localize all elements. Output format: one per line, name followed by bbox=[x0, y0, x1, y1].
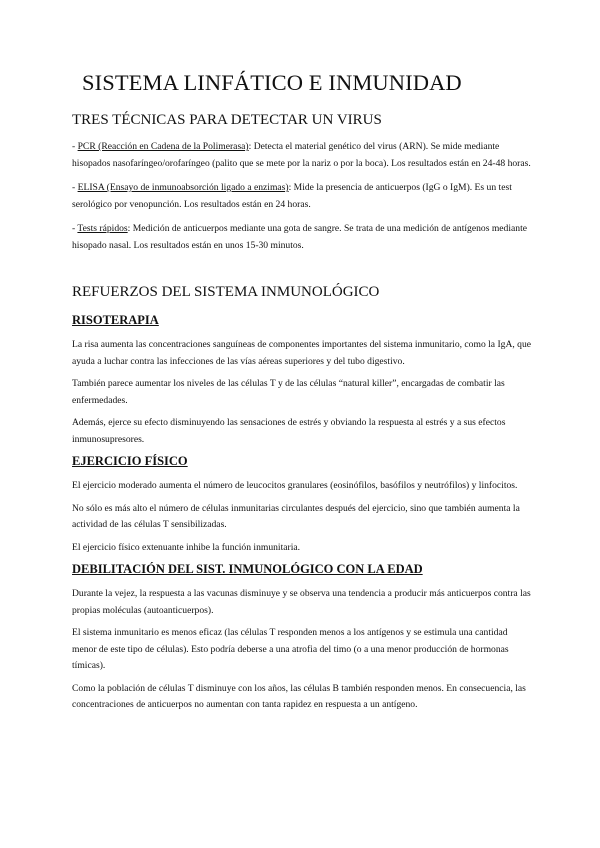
document-page bbox=[72, 70, 532, 714]
section-heading-refuerzos: REFUERZOS DEL SISTEMA INMUNOLÓGICO bbox=[72, 284, 380, 300]
technique-term: Tests rápidos bbox=[77, 223, 128, 234]
paragraph: El ejercicio físico extenuante inhibe la función inmunitaria. bbox=[72, 541, 301, 553]
technique-text: : Medición de anticuerpos mediante una gota de sangre. Se trata de una medición de antígenos mediante hisopado nasal. Los resultados están en unos 15-30 minutos. bbox=[72, 223, 527, 251]
technique-item bbox=[72, 139, 532, 172]
paragraph: No sólo es más alto el número de células inmunitarias circulantes después del ejercicio, sino que también aumenta la actividad de las células T sensibilizadas. bbox=[72, 502, 520, 530]
technique-item bbox=[72, 180, 532, 213]
technique-text: : Mide la presencia de anticuerpos (IgG o IgM). Es un test serológico por venopunción. Los resultados están en 24 horas. bbox=[72, 182, 512, 210]
document-title: SISTEMA LINFÁTICO E INMUNIDAD bbox=[82, 70, 462, 95]
item-prefix: - bbox=[72, 141, 78, 152]
technique-text: : Detecta el material genético del virus (ARN). Se mide mediante hisopados nasofaríngeo/orofaríngeo (palito que se mete por la nariz o por la boca). Los resultados están en 24-48 horas. bbox=[72, 141, 531, 169]
technique-term: ELISA (Ensayo de inmunoabsorción ligado a enzimas) bbox=[77, 182, 289, 193]
paragraph: También parece aumentar los niveles de las células T y de las células “natural killer”, encargadas de combatir las enfermedades. bbox=[72, 378, 505, 406]
technique-item bbox=[72, 221, 532, 254]
item-prefix: - bbox=[72, 223, 78, 234]
subheading-edad: DEBILITACIÓN DEL SIST. INMUNOLÓGICO CON LA EDAD bbox=[72, 562, 423, 576]
paragraph: El ejercicio moderado aumenta el número de leucocitos granulares (eosinófilos, basófilos y neutrófilos) y linfocitos. bbox=[72, 480, 518, 491]
subheading-risoterapia: RISOTERAPIA bbox=[72, 313, 159, 327]
paragraph: El sistema inmunitario es menos eficaz (las células T responden menos a los antígenos y se estimula una cantidad menor de este tipo de células). Esto podría deberse a una atrofia del timo (o a una menor producción de hormonas tímicas). bbox=[72, 627, 509, 671]
technique-term: PCR (Reacción en Cadena de la Polimerasa) bbox=[77, 141, 249, 152]
item-prefix: - bbox=[72, 182, 78, 193]
paragraph: La risa aumenta las concentraciones sanguíneas de componentes importantes del sistema inmunitario, como la IgA, que ayuda a luchar contra las infecciones de las vías aéreas superiores y del tubo digestivo. bbox=[72, 339, 532, 367]
section-heading-tecnicas: TRES TÉCNICAS PARA DETECTAR UN VIRUS bbox=[72, 112, 382, 128]
paragraph: Durante la vejez, la respuesta a las vacunas disminuye y se observa una tendencia a producir más anticuerpos contra las propias moléculas (autoanticuerpos). bbox=[72, 588, 531, 616]
paragraph: Además, ejerce su efecto disminuyendo las sensaciones de estrés y obviando la respuesta al estrés y a sus efectos inmunosupresores. bbox=[72, 417, 506, 445]
subheading-ejercicio: EJERCICIO FÍSICO bbox=[72, 454, 188, 468]
paragraph: Como la población de células T disminuye con los años, las células B también responden menos. En consecuencia, las concentraciones de anticuerpos no aumentan con tanta rapidez en respuesta a un antígeno. bbox=[72, 682, 526, 710]
